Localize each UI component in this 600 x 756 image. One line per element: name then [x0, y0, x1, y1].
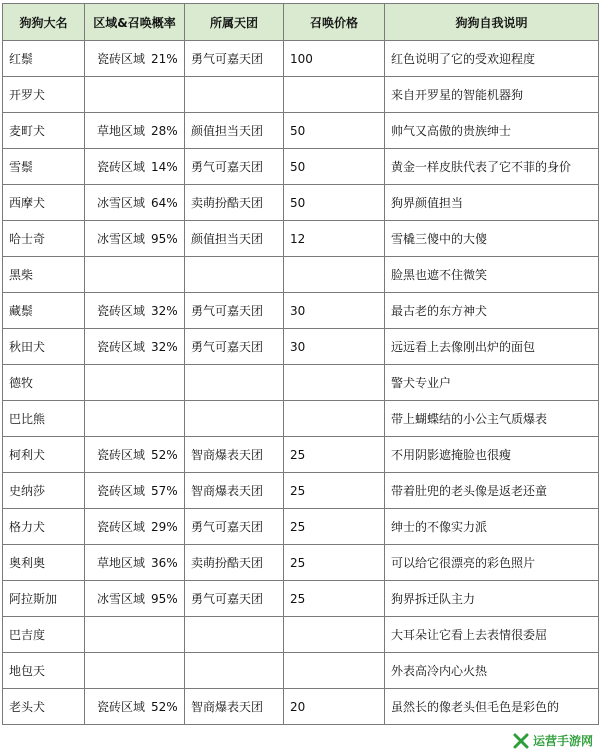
cell-description: 带上蝴蝶结的小公主气质爆表 [385, 401, 599, 437]
cell-name: 阿拉斯加 [3, 581, 85, 617]
table-row [3, 185, 599, 221]
table-row [3, 149, 599, 185]
cell-zone-rate [85, 149, 185, 185]
cell-team [185, 653, 284, 689]
table-row [3, 329, 599, 365]
cell-name: 哈士奇 [3, 221, 85, 257]
cell-name: 西摩犬 [3, 185, 85, 221]
cell-description: 外表高冷内心火热 [385, 653, 599, 689]
cell-description: 不用阴影遮掩脸也很瘦 [385, 437, 599, 473]
cell-name: 格力犬 [3, 509, 85, 545]
cell-price [284, 365, 385, 401]
watermark-text: 运营手游网 [532, 734, 593, 748]
cell-description: 可以给它很漂亮的彩色照片 [385, 545, 599, 581]
cell-name: 柯利犬 [3, 437, 85, 473]
header-price: 召唤价格 [284, 4, 385, 41]
summon-rate: 95% [151, 592, 178, 606]
cell-name: 地包天 [3, 653, 85, 689]
cell-price: 50 [284, 113, 385, 149]
cell-zone-rate [85, 185, 185, 221]
cell-team: 智商爆表天团 [185, 473, 284, 509]
table-row [3, 77, 599, 113]
table-row [3, 581, 599, 617]
table-row [3, 221, 599, 257]
cell-team: 勇气可嘉天团 [185, 41, 284, 77]
cell-price: 25 [284, 437, 385, 473]
cell-team: 智商爆表天团 [185, 689, 284, 725]
table-row [3, 437, 599, 473]
cell-description: 雪橇三傻中的大傻 [385, 221, 599, 257]
cell-name: 秋田犬 [3, 329, 85, 365]
cell-description: 黄金一样皮肤代表了它不菲的身价 [385, 149, 599, 185]
zone-label: 瓷砖区域 [97, 700, 146, 714]
cell-name: 史纳莎 [3, 473, 85, 509]
x-logo-icon [513, 733, 529, 749]
cell-zone-rate [85, 509, 185, 545]
summon-rate: 57% [151, 484, 178, 498]
dog-info-table [2, 3, 599, 725]
summon-rate: 36% [151, 556, 178, 570]
zone-label: 瓷砖区域 [97, 448, 146, 462]
cell-zone-rate [85, 653, 185, 689]
summon-rate: 14% [151, 160, 178, 174]
cell-name: 黑柴 [3, 257, 85, 293]
cell-team [185, 77, 284, 113]
table-header-row [3, 4, 599, 41]
table-row [3, 653, 599, 689]
table-row [3, 257, 599, 293]
cell-zone-rate [85, 257, 185, 293]
cell-price: 30 [284, 329, 385, 365]
cell-team: 卖萌扮酷天团 [185, 185, 284, 221]
cell-price: 50 [284, 185, 385, 221]
zone-label: 草地区域 [97, 124, 146, 138]
table-row [3, 293, 599, 329]
cell-description: 绅士的不像实力派 [385, 509, 599, 545]
cell-description: 来自开罗星的智能机器狗 [385, 77, 599, 113]
zone-label: 瓷砖区域 [97, 484, 146, 498]
table-row [3, 365, 599, 401]
cell-team: 卖萌扮酷天团 [185, 545, 284, 581]
cell-description: 警犬专业户 [385, 365, 599, 401]
cell-zone-rate [85, 545, 185, 581]
cell-name: 奥利奥 [3, 545, 85, 581]
cell-price: 25 [284, 545, 385, 581]
cell-name: 老头犬 [3, 689, 85, 725]
summon-rate: 32% [151, 304, 178, 318]
cell-team: 勇气可嘉天团 [185, 509, 284, 545]
cell-team: 勇气可嘉天团 [185, 581, 284, 617]
cell-description: 带着肚兜的老头像是返老还童 [385, 473, 599, 509]
cell-team [185, 365, 284, 401]
table-row [3, 545, 599, 581]
cell-team: 智商爆表天团 [185, 437, 284, 473]
header-description: 狗狗自我说明 [385, 4, 599, 41]
table-row [3, 689, 599, 725]
cell-zone-rate [85, 41, 185, 77]
table-row [3, 473, 599, 509]
cell-zone-rate [85, 293, 185, 329]
summon-rate: 32% [151, 340, 178, 354]
cell-team: 勇气可嘉天团 [185, 149, 284, 185]
cell-zone-rate [85, 581, 185, 617]
cell-price: 100 [284, 41, 385, 77]
cell-zone-rate [85, 365, 185, 401]
zone-label: 瓷砖区域 [97, 340, 146, 354]
zone-label: 冰雪区域 [97, 232, 146, 246]
cell-name: 巴吉度 [3, 617, 85, 653]
summon-rate: 64% [151, 196, 178, 210]
zone-label: 瓷砖区域 [97, 520, 146, 534]
cell-name: 开罗犬 [3, 77, 85, 113]
cell-price [284, 77, 385, 113]
cell-price: 30 [284, 293, 385, 329]
summon-rate: 52% [151, 448, 178, 462]
zone-label: 冰雪区域 [97, 196, 146, 210]
table-row [3, 617, 599, 653]
cell-name: 藏鬃 [3, 293, 85, 329]
zone-label: 瓷砖区域 [97, 52, 146, 66]
cell-zone-rate [85, 329, 185, 365]
zone-label: 冰雪区域 [97, 592, 146, 606]
cell-zone-rate [85, 437, 185, 473]
summon-rate: 29% [151, 520, 178, 534]
cell-team [185, 257, 284, 293]
cell-description: 帅气又高傲的贵族绅士 [385, 113, 599, 149]
cell-price: 50 [284, 149, 385, 185]
summon-rate: 21% [151, 52, 178, 66]
cell-price: 20 [284, 689, 385, 725]
cell-price: 25 [284, 473, 385, 509]
table-body [3, 41, 599, 725]
cell-zone-rate [85, 473, 185, 509]
cell-description: 远远看上去像刚出炉的面包 [385, 329, 599, 365]
cell-zone-rate [85, 77, 185, 113]
summon-rate: 28% [151, 124, 178, 138]
cell-price: 25 [284, 581, 385, 617]
cell-description: 虽然长的像老头但毛色是彩色的 [385, 689, 599, 725]
summon-rate: 52% [151, 700, 178, 714]
cell-description: 狗界拆迁队主力 [385, 581, 599, 617]
header-team: 所属天团 [185, 4, 284, 41]
cell-team: 勇气可嘉天团 [185, 293, 284, 329]
cell-zone-rate [85, 617, 185, 653]
cell-description: 红色说明了它的受欢迎程度 [385, 41, 599, 77]
cell-description: 大耳朵让它看上去表情很委屈 [385, 617, 599, 653]
cell-team [185, 401, 284, 437]
zone-label: 瓷砖区域 [97, 304, 146, 318]
cell-zone-rate [85, 221, 185, 257]
cell-team [185, 617, 284, 653]
summon-rate: 95% [151, 232, 178, 246]
cell-team: 颜值担当天团 [185, 221, 284, 257]
cell-price: 12 [284, 221, 385, 257]
cell-zone-rate [85, 113, 185, 149]
watermark [510, 731, 596, 750]
cell-description: 狗界颜值担当 [385, 185, 599, 221]
cell-team: 颜值担当天团 [185, 113, 284, 149]
cell-price [284, 257, 385, 293]
table-row [3, 401, 599, 437]
cell-description: 脸黑也遮不住微笑 [385, 257, 599, 293]
cell-price: 25 [284, 509, 385, 545]
header-zone-rate: 区域&召唤概率 [85, 4, 185, 41]
table-row [3, 509, 599, 545]
table-row [3, 41, 599, 77]
table-row [3, 113, 599, 149]
cell-price [284, 617, 385, 653]
cell-name: 麦町犬 [3, 113, 85, 149]
cell-price [284, 401, 385, 437]
header-name: 狗狗大名 [3, 4, 85, 41]
cell-name: 红鬃 [3, 41, 85, 77]
cell-zone-rate [85, 401, 185, 437]
cell-team: 勇气可嘉天团 [185, 329, 284, 365]
zone-label: 瓷砖区域 [97, 160, 146, 174]
cell-description: 最古老的东方神犬 [385, 293, 599, 329]
cell-name: 德牧 [3, 365, 85, 401]
zone-label: 草地区域 [97, 556, 146, 570]
cell-price [284, 653, 385, 689]
cell-name: 巴比熊 [3, 401, 85, 437]
cell-zone-rate [85, 689, 185, 725]
cell-name: 雪鬃 [3, 149, 85, 185]
